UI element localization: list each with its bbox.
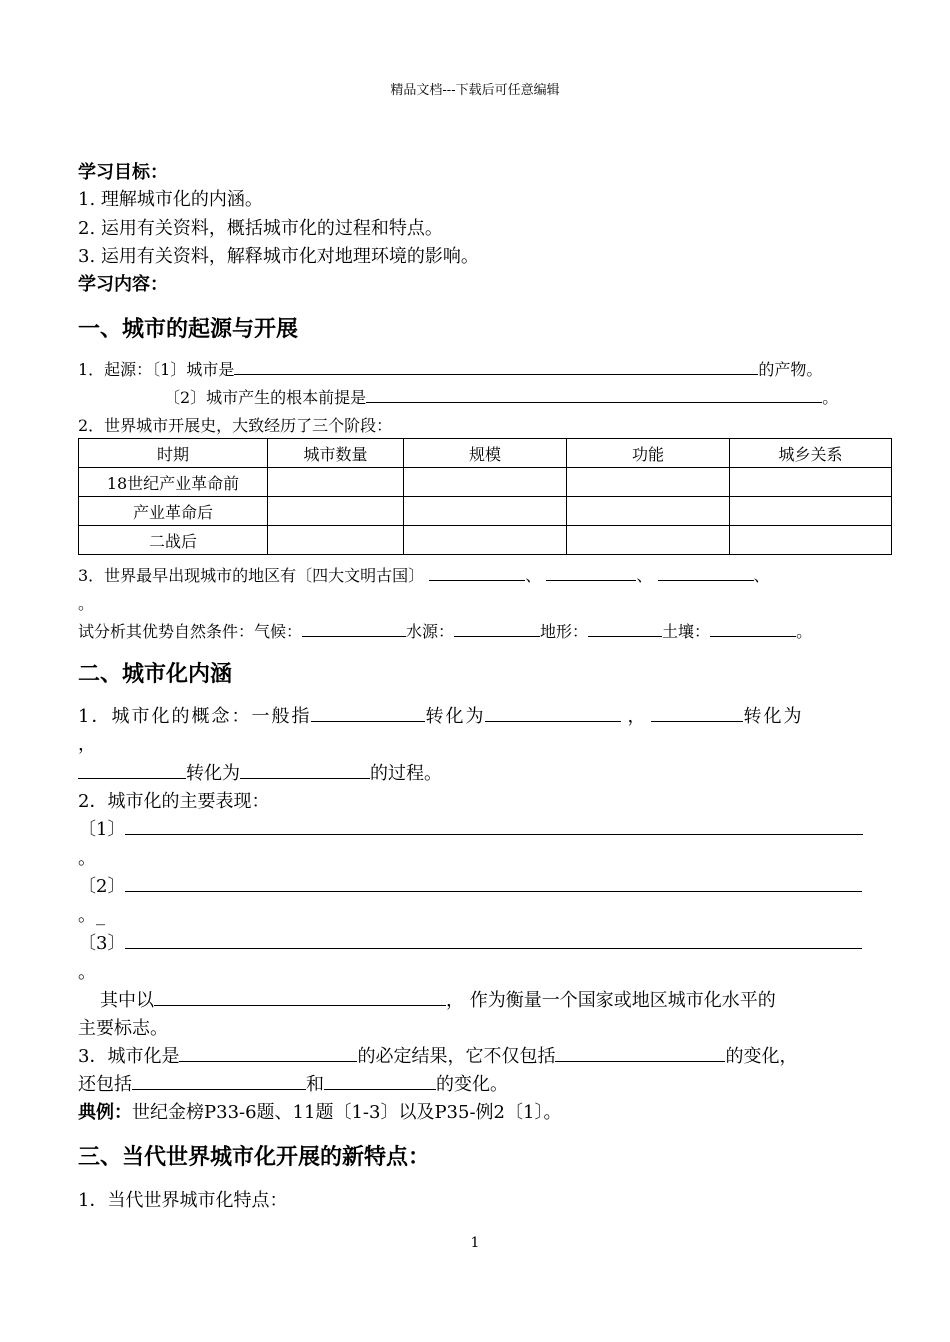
table-header-cell: 功能 [567, 439, 730, 468]
blank-civ-3[interactable] [658, 564, 754, 581]
section3-title: 三、当代世界城市化开展的新特点： [78, 1144, 431, 1170]
table-cell-blank[interactable] [567, 526, 730, 555]
page-header: 精品文档---下载后可任意编辑 [390, 83, 560, 98]
page-number: 1 [470, 1235, 480, 1251]
blank-manifestation-2[interactable] [125, 873, 862, 892]
origin-2-suffix: 。 [822, 388, 839, 407]
measure-prefix: 其中以 [100, 990, 154, 1011]
blank-result-2[interactable] [555, 1043, 725, 1062]
result-p5: 和 [306, 1074, 324, 1095]
manifestation-label: 〔1〕 [78, 819, 126, 840]
table-cell-blank[interactable] [404, 497, 567, 526]
blank-civ-1[interactable] [429, 564, 525, 581]
blank-manifestation-1[interactable] [125, 816, 863, 835]
measure-end: 主要标志。 [78, 1018, 168, 1039]
result-p6: 的变化。 [436, 1074, 508, 1095]
origin-line-1 [78, 357, 822, 380]
manifestation-item-1 [78, 815, 863, 841]
manifestation-end-3: 。 [78, 962, 96, 983]
concept-line-2 [78, 759, 442, 785]
origin-2-prefix: 〔2〕城市产生的根本前提是 [164, 388, 367, 407]
result-p1: 3．城市化是 [78, 1046, 180, 1067]
table-row [79, 497, 892, 526]
blank-result-1[interactable] [179, 1043, 357, 1062]
sep: 、 [753, 566, 770, 585]
analysis-terrain: 地形： [540, 622, 589, 641]
table-row-label: 产业革命后 [79, 497, 268, 526]
blank-origin-2[interactable] [366, 386, 822, 403]
manifestation-label: 〔3〕 [78, 933, 126, 954]
table-cell-blank[interactable] [404, 468, 567, 497]
table-row [79, 526, 892, 555]
analysis-prefix: 试分析其优势自然条件：气候： [78, 622, 303, 641]
manifestation-item-3 [78, 929, 862, 955]
manifestation-item-2 [78, 872, 862, 898]
blank-manifestation-3[interactable] [125, 930, 862, 949]
manifestation-end-2: 。_ [78, 905, 105, 926]
example-text: 世纪金榜P33-6题、11题〔1-3〕以及P35-例2〔1〕。 [132, 1102, 562, 1123]
civilizations-prefix: 3．世界最早出现城市的地区有〔四大文明古国〕 [78, 566, 425, 585]
sep: 、 [636, 566, 653, 585]
concept-p4: 转化为 [186, 763, 240, 784]
measure-middle: ， 作为衡量一个国家或地区城市化水平的 [446, 990, 776, 1011]
table-header-row [79, 439, 892, 468]
blank-measure[interactable] [154, 987, 446, 1006]
blank-water[interactable] [454, 620, 540, 637]
content-heading: 学习内容： [78, 274, 168, 295]
example-label: 典例： [78, 1102, 132, 1123]
manifestation-label: 〔2〕 [78, 876, 126, 897]
table-cell-blank[interactable] [567, 497, 730, 526]
table-cell-blank[interactable] [268, 526, 404, 555]
concept-p2: 转化为 [425, 706, 486, 727]
section2-title: 二、城市化内涵 [78, 661, 233, 687]
table-cell-blank[interactable] [730, 468, 892, 497]
section3-q1: 1．当代世界城市化特点： [78, 1190, 288, 1211]
blank-concept-5[interactable] [240, 760, 370, 779]
example-line [78, 1098, 561, 1124]
goals-heading: 学习目标： [78, 162, 168, 183]
city-history-table [78, 438, 892, 555]
table-cell-blank[interactable] [268, 497, 404, 526]
result-line-1 [78, 1042, 797, 1068]
blank-concept-1[interactable] [311, 703, 425, 722]
analysis-soil: 土壤： [662, 622, 711, 641]
concept-line-1 [78, 702, 803, 728]
table-cell-blank[interactable] [404, 526, 567, 555]
blank-concept-4[interactable] [78, 760, 186, 779]
concept-p3: 转化为 [743, 706, 804, 727]
civilizations-end: 。 [78, 594, 95, 613]
blank-civ-2[interactable] [546, 564, 636, 581]
table-cell-blank[interactable] [730, 497, 892, 526]
goal-item-1: 1. 理解城市化的内涵。 [78, 189, 263, 210]
blank-terrain[interactable] [588, 620, 662, 637]
section1-title: 一、城市的起源与开展 [78, 316, 299, 342]
manifestation-end-1: 。 [78, 848, 96, 869]
blank-concept-3[interactable] [651, 703, 743, 722]
table-row-label: 二战后 [79, 526, 268, 555]
civilizations-line [78, 563, 770, 586]
origin-1-suffix: 的产物。 [758, 360, 823, 379]
table-cell-blank[interactable] [567, 468, 730, 497]
measure-line [100, 986, 776, 1012]
result-line-2 [78, 1070, 508, 1096]
result-p2: 的必定结果，它不仅包括 [357, 1046, 556, 1067]
blank-soil[interactable] [710, 620, 796, 637]
table-row [79, 468, 892, 497]
table-row-label: 18世纪产业革命前 [79, 468, 268, 497]
history-line: 2．世界城市开展史，大致经历了三个阶段： [78, 416, 393, 435]
concept-comma-2: ， [78, 734, 96, 755]
concept-p5: 的过程。 [370, 763, 442, 784]
table-header-cell: 城乡关系 [730, 439, 892, 468]
blank-concept-2[interactable] [485, 703, 621, 722]
goal-item-2: 2. 运用有关资料，概括城市化的过程和特点。 [78, 218, 443, 239]
goal-item-3: 3. 运用有关资料，解释城市化对地理环境的影响。 [78, 246, 479, 267]
concept-comma: ， [627, 706, 646, 727]
blank-origin-1[interactable] [234, 358, 758, 375]
analysis-water: 水源： [406, 622, 455, 641]
table-header-cell: 城市数量 [268, 439, 404, 468]
result-p4: 还包括 [78, 1074, 132, 1095]
origin-1-prefix: 1．起源：〔1〕城市是 [78, 360, 235, 379]
result-p3: 的变化， [725, 1046, 798, 1067]
analysis-end: 。 [796, 622, 813, 641]
concept-p1: 1．城市化的概念：一般指 [78, 706, 312, 727]
origin-line-2 [164, 385, 838, 408]
blank-climate[interactable] [302, 620, 406, 637]
table-cell-blank[interactable] [730, 526, 892, 555]
table-header-cell: 规模 [404, 439, 567, 468]
sep: 、 [525, 566, 542, 585]
table-cell-blank[interactable] [268, 468, 404, 497]
analysis-line [78, 619, 812, 642]
table-header-cell: 时期 [79, 439, 268, 468]
blank-result-3[interactable] [132, 1071, 306, 1090]
blank-result-4[interactable] [324, 1071, 436, 1090]
manifestations-heading: 2．城市化的主要表现： [78, 791, 270, 812]
